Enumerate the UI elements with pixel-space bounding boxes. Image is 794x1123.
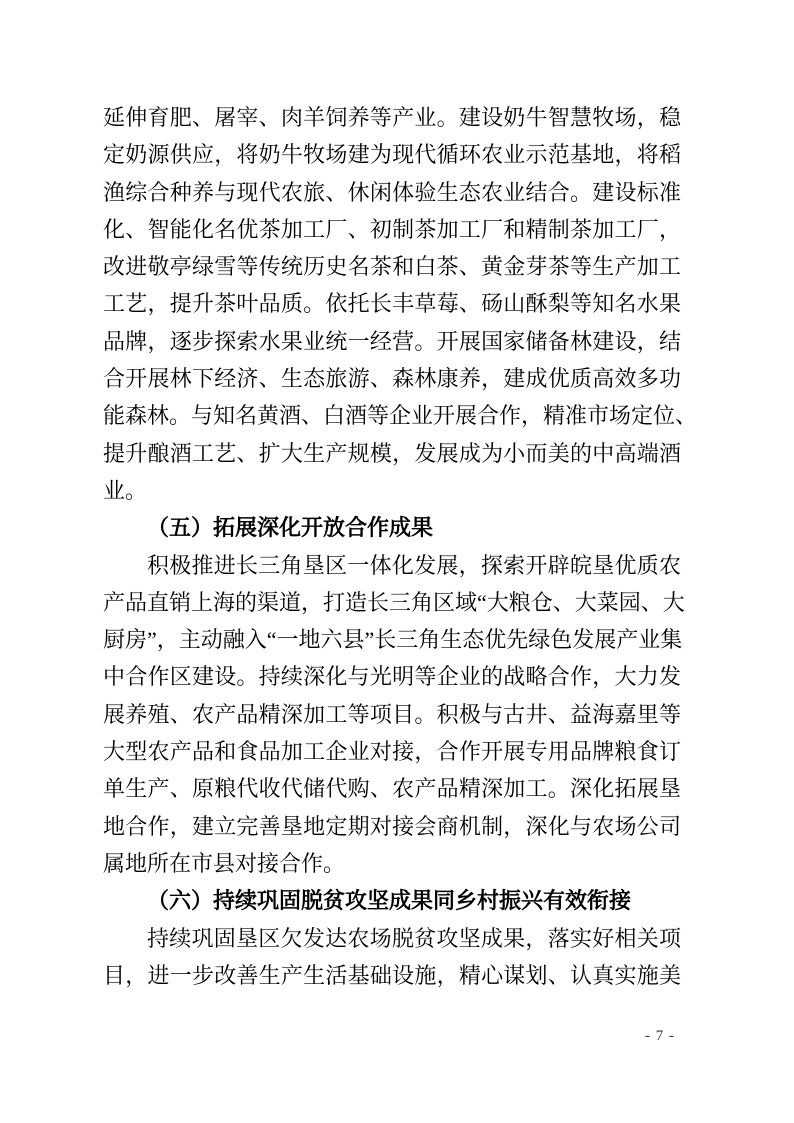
text-line: 渔综合种养与现代农旅、休闲体验生态农业结合。建设标准 <box>103 179 681 205</box>
text-line: 提升酿酒工艺、扩大生产规模，发展成为小而美的中高端酒 <box>103 440 681 466</box>
text-line: 产品直销上海的渠道，打造长三角区域“大粮仓、大菜园、大 <box>103 589 685 615</box>
text-line: 业。 <box>103 477 148 503</box>
text-line: 工艺，提升茶叶品质。依托长丰草莓、砀山酥梨等知名水果 <box>103 291 681 317</box>
section-heading-5: （五）拓展深化开放合作成果 <box>147 515 434 541</box>
text-line: 持续巩固垦区欠发达农场脱贫攻坚成果，落实好相关项 <box>147 925 681 951</box>
text-line: 中合作区建设。持续深化与光明等企业的战略合作，大力发 <box>103 664 681 690</box>
text-line: 展养殖、农产品精深加工等项目。积极与古井、益海嘉里等 <box>103 701 681 727</box>
text-line: 定奶源供应，将奶牛牧场建为现代循环农业示范基地，将稻 <box>103 142 681 168</box>
text-line: 延伸育肥、屠宰、肉羊饲养等产业。建设奶牛智慧牧场，稳 <box>103 105 681 130</box>
text-line: 化、智能化名优茶加工厂、初制茶加工厂和精制茶加工厂， <box>103 216 681 242</box>
text-line: 地合作，建立完善垦地定期对接会商机制，深化与农场公司 <box>103 813 681 839</box>
text-line: 改进敬亭绿雪等传统历史名茶和白茶、黄金芽茶等生产加工 <box>103 254 681 280</box>
text-line: 合开展林下经济、生态旅游、森林康养，建成优质高效多功 <box>103 366 681 392</box>
page-number: - 7 - <box>645 1028 675 1044</box>
section-heading-6: （六）持续巩固脱贫攻坚成果同乡村振兴有效衔接 <box>147 888 632 914</box>
text-line: 品牌，逐步探索水果业统一经营。开展国家储备林建设，结 <box>103 328 681 354</box>
text-line: 属地所在市县对接合作。 <box>103 850 346 876</box>
text-block <box>103 99 698 994</box>
text-line: 积极推进长三角垦区一体化发展，探索开辟皖垦优质农 <box>147 552 681 578</box>
text-line: 厨房”，主动融入“一地六县”长三角生态优先绿色发展产业集 <box>103 627 683 653</box>
text-line: 大型农产品和食品加工企业对接，合作开展专用品牌粮食订 <box>103 739 681 765</box>
text-line: 单生产、原粮代收代储代购、农产品精深加工。深化拓展垦 <box>103 776 681 802</box>
text-line: 能森林。与知名黄酒、白酒等企业开展合作，精准市场定位、 <box>103 403 698 429</box>
text-line: 目，进一步改善生产生活基础设施，精心谋划、认真实施美 <box>103 962 681 988</box>
